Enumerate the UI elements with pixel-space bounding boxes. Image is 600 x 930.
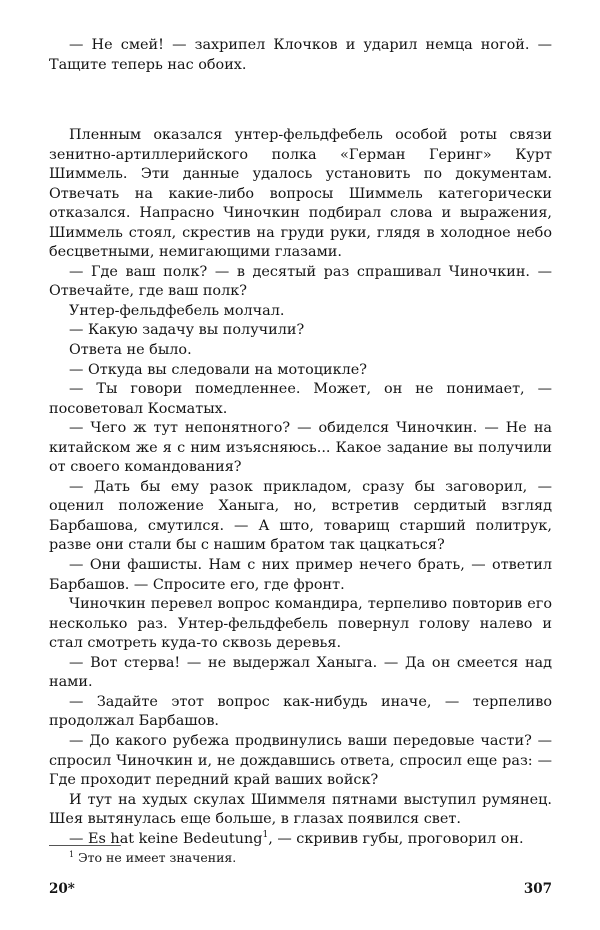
paragraph: — Они фашисты. Нам с них пример нечего брать, — ответил Барбашов. — Спросите его, где фронт. — [49, 557, 552, 593]
paragraph: Унтер-фельдфебель молчал. — [69, 302, 285, 319]
footnote-reference[interactable]: 1 — [262, 829, 269, 840]
main-text-block — [49, 126, 552, 849]
paragraph: — Откуда вы следовали на мотоцикле? — [69, 361, 368, 378]
paragraph: — Какую задачу вы получили? — [69, 322, 305, 339]
german-quote: — Es hat keine Bedeutung — [69, 830, 263, 847]
footnote-marker: 1 — [69, 849, 75, 859]
footnote — [69, 850, 236, 866]
paragraph: — Где ваш полк? — в десятый раз спрашивал Чиночкин. — Отвечайте, где ваш полк? — [49, 263, 552, 300]
paragraph-with-footnote-ref — [49, 830, 552, 850]
paragraph-tail: , — скривив губы, проговорил он. — [268, 830, 524, 847]
footnote-divider — [49, 845, 121, 846]
paragraph: — Не смей! — захрипел Клочков и ударил немца ногой. — Тащите теперь нас обоих. — [49, 37, 552, 73]
footnote-text: Это не имеет значения. — [78, 850, 237, 865]
paragraph: — Ты говори помедленнее. Может, он не понимает, — посоветовал Косматых. — [49, 381, 552, 417]
printer-signature: 20* — [49, 881, 75, 897]
paragraph: — Вот стерва! — не выдержал Ханыга. — Да он смеется над нами. — [49, 654, 552, 691]
top-text-block — [49, 36, 552, 75]
paragraph: — Задайте этот вопрос как-нибудь иначе, — терпеливо продолжал Барбашов. — [49, 693, 552, 730]
paragraph: Ответа не было. — [69, 342, 192, 359]
paragraph: — Дать бы ему разок прикладом, сразу бы заговорил, — оценил положение Ханыга, но, встретив сердитый взгляд Барбашова, смутился. — А што, товарищ старший политрук, разве они стали бы с нашим братом так цацкаться? — [49, 478, 552, 554]
paragraph: — Чего ж тут непонятного? — обиделся Чиночкин. — Не на китайском же я с ним изъясняюсь... Какое задание вы получили от своего командования? — [49, 420, 552, 476]
page-number: 307 — [523, 881, 552, 897]
paragraph: Чиночкин перевел вопрос командира, терпеливо повторив его несколько раз. Унтер-фельдфебель повернул голову налево и стал смотреть куда-то сквозь деревья. — [49, 596, 552, 652]
paragraph: — До какого рубежа продвинулись ваши передовые части? — спросил Чиночкин и, не дождавшись ответа, спросил еще раз: — Где проходит передний край ваших войск? — [49, 732, 552, 789]
paragraph: И тут на худых скулах Шиммеля пятнами выступил румянец. Шея вытянулась еще больше, в глазах появился свет. — [49, 791, 552, 828]
paragraph: Пленным оказался унтер-фельдфебель особой роты связи зенитно-артиллерийского полка «Герман Геринг» Курт Шиммель. Эти данные удалось установить по документам. Отвечать на какие-либо вопросы Шиммель категорически отказался. Напрасно Чиночкин подбирал слова и выражения, Шиммель стоял, скрестив на груди руки, глядя в холодное небо бесцветными, немигающими глазами. — [49, 127, 552, 261]
